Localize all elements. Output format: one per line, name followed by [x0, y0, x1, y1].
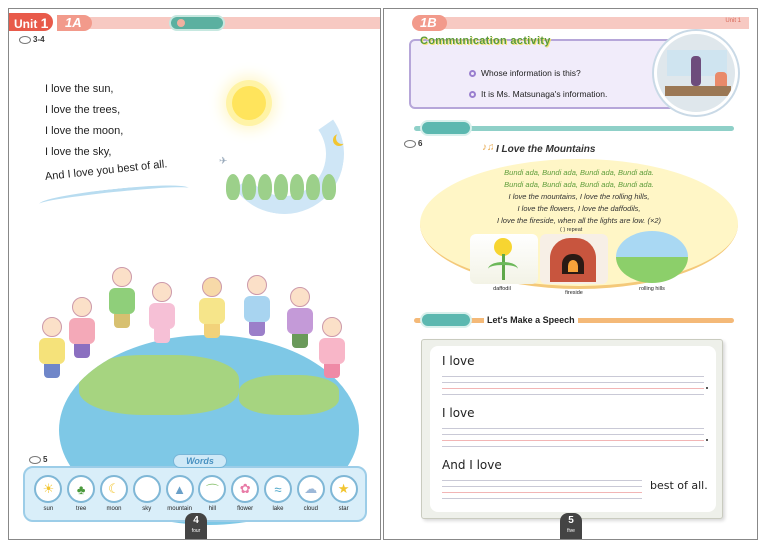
lesson-tag: 1B	[412, 15, 447, 31]
writing-line	[442, 388, 704, 389]
word-label: flower	[237, 506, 254, 512]
repeat-note: ( ) repeat	[560, 227, 583, 233]
mountain-icon: ▲	[166, 475, 194, 503]
writing-line	[442, 480, 642, 481]
song-refrain-line: Bundi ada, Bundi ada, Bundi ada, Bundi ada.	[504, 180, 654, 189]
cd-icon	[404, 140, 416, 148]
writing-line	[442, 486, 642, 487]
communication-line	[469, 89, 607, 99]
word-label: sky	[142, 506, 152, 512]
poem-line: I love the moon,	[45, 125, 124, 137]
cd-track-ref	[19, 35, 45, 44]
song-line: I love the flowers, I love the daffodils,	[517, 204, 641, 213]
song-line: I love the fireside, when all the lights are low. (×2)	[496, 216, 662, 225]
header-bar	[89, 17, 380, 29]
song-title: I Love the Mountains	[496, 144, 596, 155]
left-page	[8, 8, 381, 540]
lesson-tag: 1A	[57, 15, 92, 31]
page-number	[185, 513, 207, 539]
cd-track-number: 6	[418, 139, 423, 148]
song-emblem-icon	[420, 120, 472, 136]
period-mark	[706, 439, 708, 441]
poem-line: I love the sky,	[45, 146, 112, 158]
flower-icon: ✿	[231, 475, 259, 503]
child-figure	[244, 275, 270, 335]
child-figure	[319, 317, 345, 377]
classroom-photo	[654, 31, 738, 115]
picture-label: fireside	[565, 290, 583, 296]
song-cd-track-ref	[404, 139, 422, 148]
speech-emblem-icon	[420, 312, 472, 328]
word-item	[263, 475, 294, 520]
header-emblem-icon	[169, 15, 225, 31]
word-item	[295, 475, 326, 520]
sky-icon	[133, 475, 161, 503]
poem-line: I love the trees,	[45, 104, 121, 116]
speech-card	[430, 346, 716, 512]
child-figure	[69, 297, 95, 357]
page-number	[560, 513, 582, 539]
writing-line	[442, 376, 704, 377]
word-item	[230, 475, 261, 520]
swoosh-decoration	[39, 181, 190, 211]
poem-line: I love the sun,	[45, 83, 114, 95]
unit-number: 1	[40, 15, 49, 31]
picture-label: daffodil	[493, 286, 511, 292]
moon-icon: ☾	[100, 475, 128, 503]
writing-line	[442, 440, 704, 441]
word-label: sun	[43, 506, 54, 512]
page-number-value: 4	[193, 515, 199, 526]
tree-icon: ♣	[67, 475, 95, 503]
song-line: I love the mountains, I love the rolling hills,	[508, 192, 650, 201]
unit-label: Unit	[14, 17, 38, 31]
lake-icon: ≈	[264, 475, 292, 503]
word-label: star	[338, 506, 349, 512]
speech-writing-box	[421, 339, 723, 519]
poem	[45, 79, 123, 163]
word-item	[99, 475, 130, 520]
word-label: tree	[76, 506, 87, 512]
speech-section-title: Let's Make a Speech	[484, 315, 578, 325]
sun-illustration-icon	[232, 86, 266, 120]
poem-closing-line: And I love you best of all.	[44, 158, 168, 183]
page-number-value: 5	[568, 515, 574, 526]
speech-ending: best of all.	[650, 479, 708, 492]
writing-line	[442, 394, 704, 395]
picture-label: rolling hills	[639, 286, 665, 292]
word-item	[66, 475, 97, 520]
word-label: lake	[272, 506, 284, 512]
cloud-icon: ☁	[297, 475, 325, 503]
communication-activity-title: Communication activity	[420, 35, 551, 47]
fireside-picture	[540, 234, 608, 284]
page-number-word: five	[567, 528, 575, 534]
communication-line-text: It is Ms. Matsunaga's information.	[481, 89, 608, 99]
child-figure	[109, 267, 135, 327]
cd-track-number: 3-4	[33, 35, 45, 44]
speech-prompt: I love	[442, 354, 475, 368]
writing-line	[442, 492, 642, 493]
writing-line	[442, 446, 704, 447]
speech-prompt: I love	[442, 406, 475, 420]
unit-tab	[9, 13, 53, 31]
cd-icon	[19, 36, 31, 44]
word-label: mountain	[167, 506, 192, 512]
page-number-word: four	[191, 528, 201, 534]
song-lyrics	[424, 167, 734, 227]
communication-line-text: Whose information is this?	[481, 68, 581, 78]
song-refrain-line: Bundi ada, Bundi ada, Bundi ada, Bundi ada.	[504, 168, 654, 177]
child-figure	[149, 282, 175, 342]
writing-line	[442, 428, 704, 429]
writing-line	[442, 498, 642, 499]
word-item	[33, 475, 64, 520]
word-item	[131, 475, 162, 520]
star-icon: ★	[330, 475, 358, 503]
writing-line	[442, 434, 704, 435]
period-mark	[706, 387, 708, 389]
words-title: Words	[173, 454, 227, 468]
unit-running-head: Unit 1	[725, 18, 741, 24]
word-label: cloud	[303, 506, 318, 512]
bullet-icon	[469, 91, 476, 98]
bullet-icon	[469, 70, 476, 77]
word-label: hill	[208, 506, 217, 512]
children-on-globe-illustration	[29, 247, 369, 437]
cd-track-number: 5	[43, 455, 48, 464]
sky-illustration	[214, 64, 364, 214]
word-label: moon	[106, 506, 122, 512]
sun-icon: ☀	[34, 475, 62, 503]
child-figure	[199, 277, 225, 337]
header-bar	[439, 17, 749, 29]
moon-illustration-icon	[336, 132, 348, 144]
music-note-icon: ♪♫	[482, 142, 495, 153]
daffodil-picture	[470, 234, 538, 284]
word-item	[328, 475, 359, 520]
trees-illustration	[226, 174, 336, 200]
child-figure	[39, 317, 65, 377]
communication-line	[469, 68, 581, 78]
speech-prompt: And I love	[442, 458, 502, 472]
writing-line	[442, 382, 704, 383]
child-figure	[287, 287, 313, 347]
right-page	[383, 8, 758, 540]
hill-icon: ⌒	[198, 475, 226, 503]
bird-icon: ✈	[219, 156, 228, 167]
rolling-hills-picture	[616, 231, 688, 283]
